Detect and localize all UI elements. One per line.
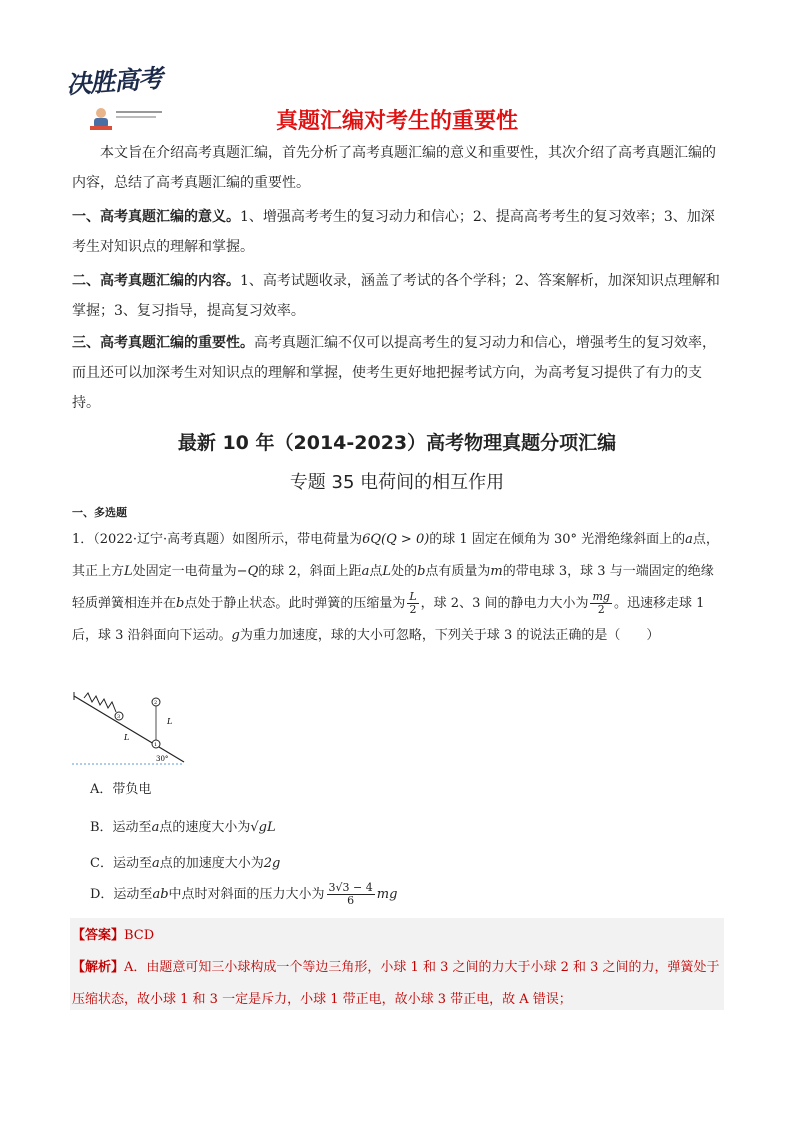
point-3-text: 高考真题汇编不仅可以提高考生的复习动力和信心，增强考生的复习效率，而且还可以加深考生对知识点的理解和掌握，使考生更好地把握考试方向，为高考复习提供了有力的支持。 — [72, 335, 716, 411]
question-text: 处的 — [391, 564, 418, 579]
page-title: 真题汇编对考生的重要性 — [275, 109, 518, 134]
question-text: 为重力加速度，球的大小可忽略，下列关于球 3 的说法正确的是（ ） — [239, 628, 660, 643]
point-2-label: 二、高考真题汇编的内容。 — [72, 273, 240, 289]
point-1-label: 一、高考真题汇编的意义。 — [72, 209, 240, 225]
question-text: 点，其正上方 — [72, 532, 719, 579]
option-a: A．带负电 — [90, 782, 152, 797]
math-var: b — [176, 596, 185, 611]
math-var: a — [685, 532, 693, 547]
section-heading: 最新 10 年（2014-2023）高考物理真题分项汇编 — [177, 432, 617, 454]
question-text: 点处于静止状态。此时弹簧的压缩量为 — [184, 596, 406, 611]
math-var: g — [231, 628, 240, 643]
question-text: 点 — [369, 564, 383, 579]
vertical-L-label: L — [167, 717, 173, 726]
answer-line — [72, 924, 154, 943]
explanation — [72, 952, 722, 1016]
question-text: 的带电球 3，球 3 与一端固定的绝缘轻质弹簧相连并在 — [72, 564, 714, 611]
answer-label: 【答案】 — [72, 928, 125, 943]
question-text: 的球 1 固定在倾角为 30° 光滑绝缘斜面上的 — [429, 532, 686, 547]
fraction-mg-over-2: $\frac{mg}{2}$ — [592, 590, 610, 616]
ball-3-label: 3 — [117, 714, 121, 720]
answer-value: BCD — [124, 928, 155, 943]
math-var: a — [361, 564, 370, 579]
explanation-text: A．由题意可知三小球构成一个等边三角形，小球 1 和 3 之间的力大于小球 2 和 3 之间的力，弹簧处于压缩状态，故小球 1 和 3 一定是斥力，小球 1 带正电，故小球 3 带正电，故 A 错误； — [72, 960, 720, 1007]
point-2-text: 1、高考试题收录，涵盖了考试的各个学科；2、答案解析，加深知识点理解和掌握；3、复习指导，提高复习效率。 — [72, 273, 720, 319]
question-text: 1．（2022·辽宁·高考真题）如图所示，带电荷量为 — [72, 532, 363, 547]
fraction-option-d: $\frac{3√3 - 4}{6}$ — [328, 881, 373, 907]
math-charge: 6Q(Q > 0) — [362, 532, 430, 547]
question-text: 。迅速移走球 1 后，球 3 沿斜面向下运动。 — [72, 596, 705, 643]
intro-paragraph: 本文旨在介绍高考真题汇编，首先分析了高考真题汇编的意义和重要性，其次介绍了高考真题汇编的内容，总结了高考真题汇编的重要性。 — [72, 145, 716, 191]
option-b: B．运动至a点的速度大小为√gL — [90, 820, 276, 835]
ball-2-label: 2 — [154, 700, 158, 706]
math-var: b — [417, 564, 426, 579]
question-text: ，球 2、3 间的静电力大小为 — [420, 596, 589, 611]
question-text: 处固定一电荷量为 — [132, 564, 237, 579]
option-d: D．运动至ab中点时对斜面的压力大小为 $\frac{3√3 - 4}{6}$ mg — [90, 881, 398, 907]
math-var: m — [490, 564, 503, 579]
topic-heading: 专题 35 电荷间的相互作用 — [289, 472, 505, 493]
slope-L-label: L — [124, 733, 130, 742]
math-var: −Q — [236, 564, 259, 579]
question-text: 点有质量为 — [425, 564, 491, 579]
point-1 — [72, 202, 724, 262]
math-var: L — [382, 564, 392, 579]
question-type-label: 一、多选题 — [72, 506, 127, 519]
incline-diagram — [72, 690, 192, 768]
fraction-L-over-2: $\frac{L}{2}$ — [409, 590, 417, 616]
ball-1-label: 1 — [154, 742, 158, 748]
explanation-label: 【解析】 — [72, 960, 125, 975]
point-1-text: 1、增强高考考生的复习动力和信心；2、提高高考考生的复习效率；3、加深考生对知识点的理解和掌握。 — [72, 209, 715, 255]
question-text: 的球 2，斜面上距 — [258, 564, 362, 579]
angle-label: 30° — [156, 755, 169, 763]
question-1 — [72, 524, 724, 652]
point-2 — [72, 266, 724, 326]
logo-text: 决胜高考 — [65, 63, 164, 100]
option-c: C．运动至a点的加速度大小为2g — [90, 856, 281, 871]
point-3-label: 三、高考真题汇编的重要性。 — [72, 335, 254, 351]
point-3 — [72, 328, 724, 418]
math-var: L — [124, 564, 133, 579]
